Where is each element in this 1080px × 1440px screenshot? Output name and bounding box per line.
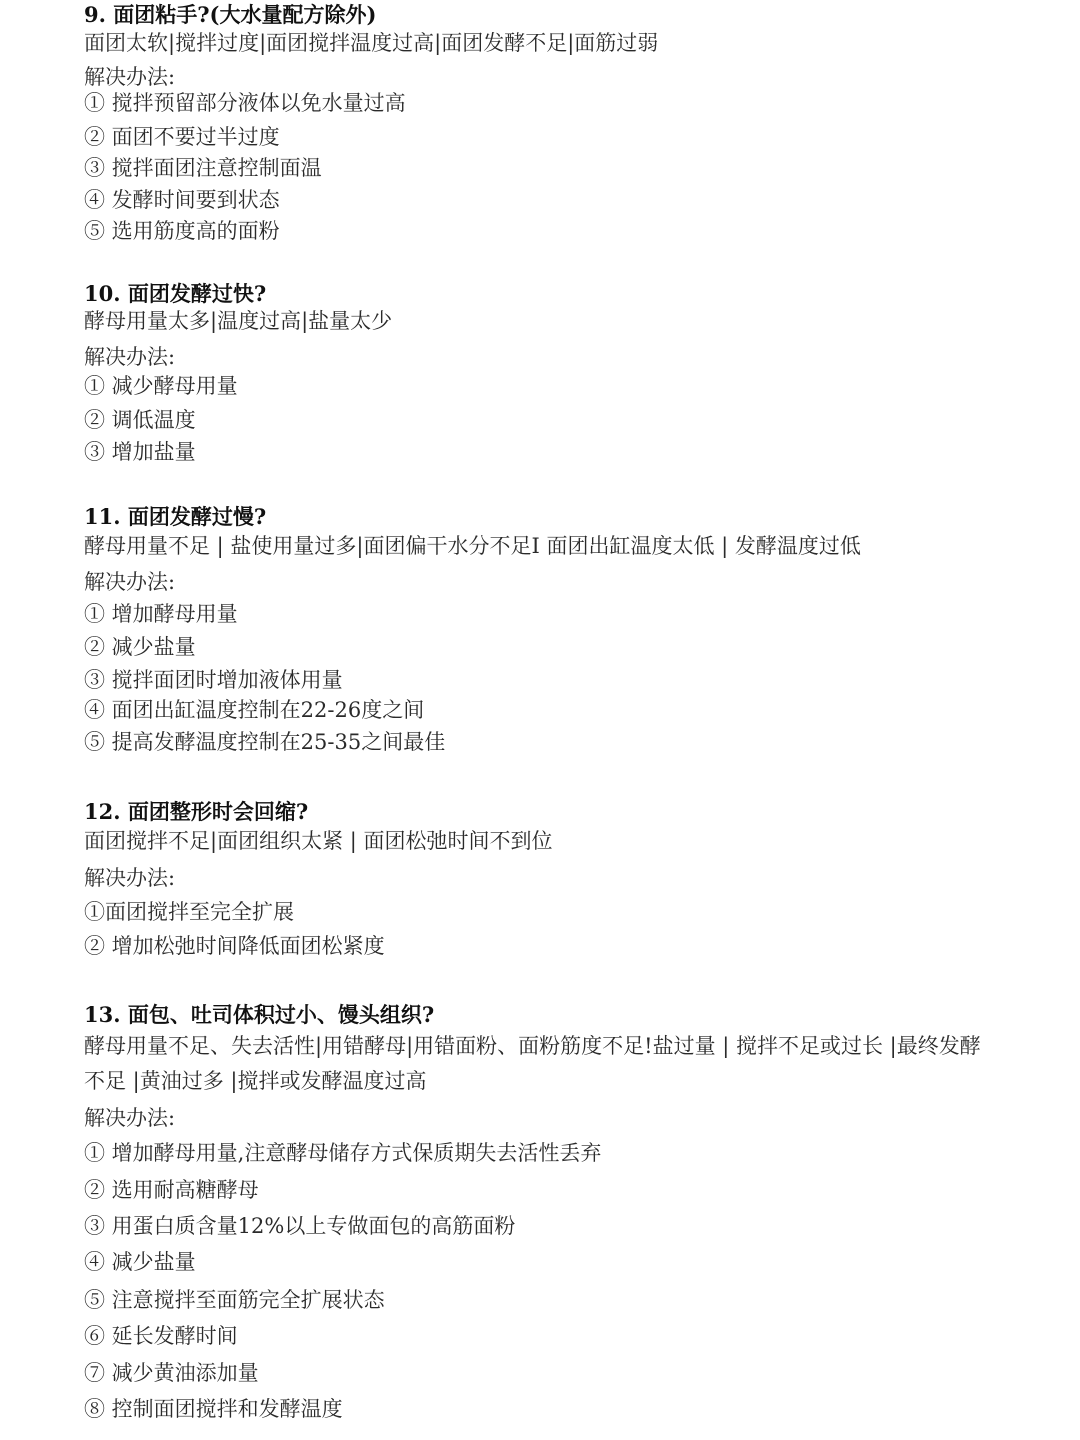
solution-label: 解决办法: bbox=[84, 866, 176, 890]
section-heading: 13. 面包、吐司体积过小、馒头组织? bbox=[84, 1002, 435, 1027]
section-heading: 12. 面团整形时会回缩? bbox=[84, 799, 309, 824]
section-causes: 酵母用量不足、失去活性|用错酵母|用错面粉、面粉筋度不足!盐过量 | 搅拌不足或过长 |最终发酵不足 |黄油过多 |搅拌或发酵温度过高 bbox=[84, 1034, 981, 1093]
solution-item: ① 增加酵母用量 bbox=[84, 602, 238, 626]
solution-label: 解决办法: bbox=[84, 570, 176, 594]
section-causes: 面团搅拌不足|面团组织太紧 | 面团松弛时间不到位 bbox=[84, 829, 553, 853]
solution-item: ⑤ 注意搅拌至面筋完全扩展状态 bbox=[84, 1288, 385, 1312]
solution-item: ①面团搅拌至完全扩展 bbox=[84, 900, 294, 924]
solution-item: ① 增加酵母用量,注意酵母储存方式保质期失去活性丢弃 bbox=[84, 1141, 602, 1165]
solution-item: ① 减少酵母用量 bbox=[84, 374, 238, 398]
solution-label: 解决办法: bbox=[84, 345, 176, 369]
section-heading: 10. 面团发酵过快? bbox=[84, 281, 267, 306]
section-causes: 面团太软|搅拌过度|面团搅拌温度过高|面团发酵不足|面筋过弱 bbox=[84, 31, 659, 55]
solution-item: ③ 搅拌面团注意控制面温 bbox=[84, 156, 322, 180]
solution-item: ⑧ 控制面团搅拌和发酵温度 bbox=[84, 1397, 343, 1421]
solution-item: ⑤ 提高发酵温度控制在25-35之间最佳 bbox=[84, 730, 446, 754]
section-heading: 11. 面团发酵过慢? bbox=[84, 504, 267, 529]
section-causes: 酵母用量不足 | 盐使用量过多|面团偏干水分不足I 面团出缸温度太低 | 发酵温度过低 bbox=[84, 534, 861, 558]
solution-item: ② 面团不要过半过度 bbox=[84, 125, 280, 149]
solution-item: ④ 发酵时间要到状态 bbox=[84, 188, 280, 212]
section-heading: 9. 面团粘手?(大水量配方除外) bbox=[84, 2, 377, 27]
solution-label: 解决办法: bbox=[84, 1106, 176, 1130]
solution-item: ① 搅拌预留部分液体以免水量过高 bbox=[84, 91, 406, 115]
solution-item: ④ 面团出缸温度控制在22-26度之间 bbox=[84, 698, 425, 722]
solution-item: ② 减少盐量 bbox=[84, 635, 196, 659]
solution-item: ④ 减少盐量 bbox=[84, 1250, 196, 1274]
solution-item: ⑦ 减少黄油添加量 bbox=[84, 1361, 259, 1385]
solution-label: 解决办法: bbox=[84, 65, 176, 89]
solution-item: ② 增加松弛时间降低面团松紧度 bbox=[84, 934, 385, 958]
solution-item: ⑤ 选用筋度高的面粉 bbox=[84, 219, 280, 243]
solution-item: ③ 搅拌面团时增加液体用量 bbox=[84, 668, 343, 692]
solution-item: ③ 增加盐量 bbox=[84, 440, 196, 464]
solution-item: ⑥ 延长发酵时间 bbox=[84, 1324, 238, 1348]
solution-item: ② 调低温度 bbox=[84, 408, 196, 432]
solution-item: ② 选用耐高糖酵母 bbox=[84, 1178, 259, 1202]
section-causes: 酵母用量太多|温度过高|盐量太少 bbox=[84, 309, 393, 333]
solution-item: ③ 用蛋白质含量12%以上专做面包的高筋面粉 bbox=[84, 1214, 516, 1238]
